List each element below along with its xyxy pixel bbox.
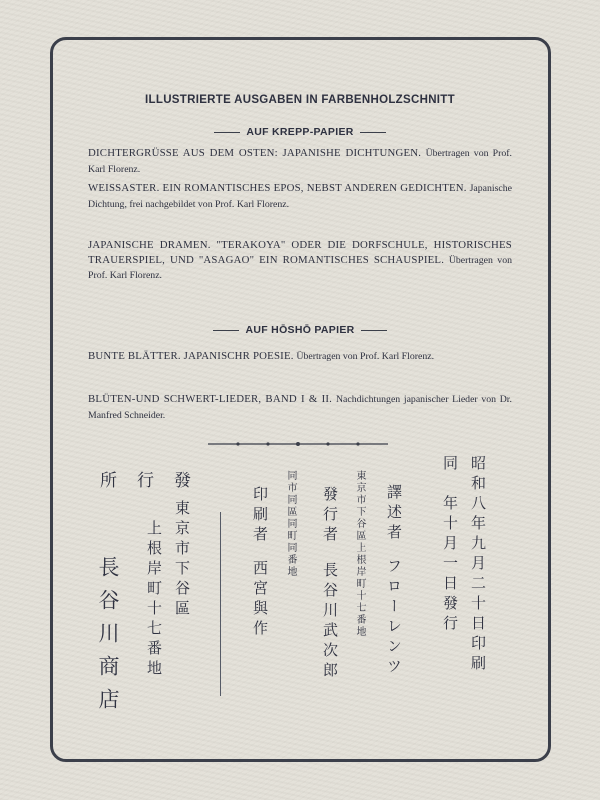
column-divider [220, 512, 221, 696]
issuer-address-line1: 東京市下谷區 [173, 500, 191, 620]
entry-description: Übertragen von Prof. Karl Florenz. [88, 148, 512, 175]
publisher-address: 東京市下谷區上根岸町十七番地 [354, 470, 365, 638]
heading-rule-left [214, 132, 240, 133]
ornamental-divider [208, 441, 388, 447]
issuer-name: 長谷川商店 [96, 556, 120, 721]
section-heading-hosho [0, 324, 600, 336]
printer-address: 同市同區同町同番地 [285, 470, 296, 578]
translator-name: フローレンツ [385, 558, 403, 678]
catalog-entry [88, 349, 512, 365]
catalog-entry [88, 238, 512, 284]
catalog-entry [88, 146, 512, 177]
catalog-entry [88, 392, 512, 423]
publisher-label: 發行者 [321, 486, 339, 546]
printer-name: 西宮與作 [251, 560, 269, 640]
entry-title: JAPANISCHE DRAMEN. "TERAKOYA" ODER DIE DORFSCHULE, HISTORISCHES TRAUERSPIEL, UND "ASAGAO" EIN ROMANTISCHES SCHAUSPIEL. [88, 239, 512, 266]
entry-description: Japanische Dichtung, frei nachgebildet von Prof. Karl Florenz. [88, 183, 513, 210]
entry-title: DICHTERGRÜSSE AUS DEM OSTEN: JAPANISHE DICHTUNGEN. [88, 147, 422, 159]
printed-date-column: 昭和八年九月二十日印刷 [469, 455, 487, 675]
section-heading-krepp-label: AUF KREPP-PAPIER [246, 126, 354, 138]
issuer-address-line2: 上根岸町十七番地 [145, 520, 163, 680]
page-title: ILLUSTRIERTE AUSGABEN IN FARBENHOLZSCHNITT [145, 94, 455, 106]
entry-title: WEISSASTER. EIN ROMANTISCHES EPOS, NEBST ANDEREN GEDICHTEN. [88, 182, 467, 194]
entry-description: Nachdichtungen japanischer Lieder von Dr. Manfred Schneider. [88, 394, 512, 421]
catalog-entry [88, 181, 512, 212]
heading-rule-right [360, 132, 386, 133]
entry-description: Übertragen von Prof. Karl Florenz. [88, 254, 512, 281]
section-heading-krepp [0, 126, 600, 138]
entry-description: Übertragen von Prof. Karl Florenz. [296, 351, 435, 362]
heading-rule-left [213, 330, 239, 331]
entry-title: BUNTE BLÄTTER. JAPANISCHR POESIE. [88, 350, 294, 362]
published-date-column: 同 年十月一日發行 [441, 455, 459, 635]
section-heading-hosho-label: AUF HŌSHŌ PAPIER [245, 324, 355, 336]
issuer-label: 發行所 [100, 471, 211, 491]
entry-title: BLÜTEN-UND SCHWERT-LIEDER, BAND I & II. [88, 393, 333, 405]
translator-label: 譯述者 [385, 484, 403, 544]
heading-rule-right [361, 330, 387, 331]
publisher-name: 長谷川武次郎 [321, 562, 339, 682]
printer-label: 印刷者 [251, 486, 269, 546]
